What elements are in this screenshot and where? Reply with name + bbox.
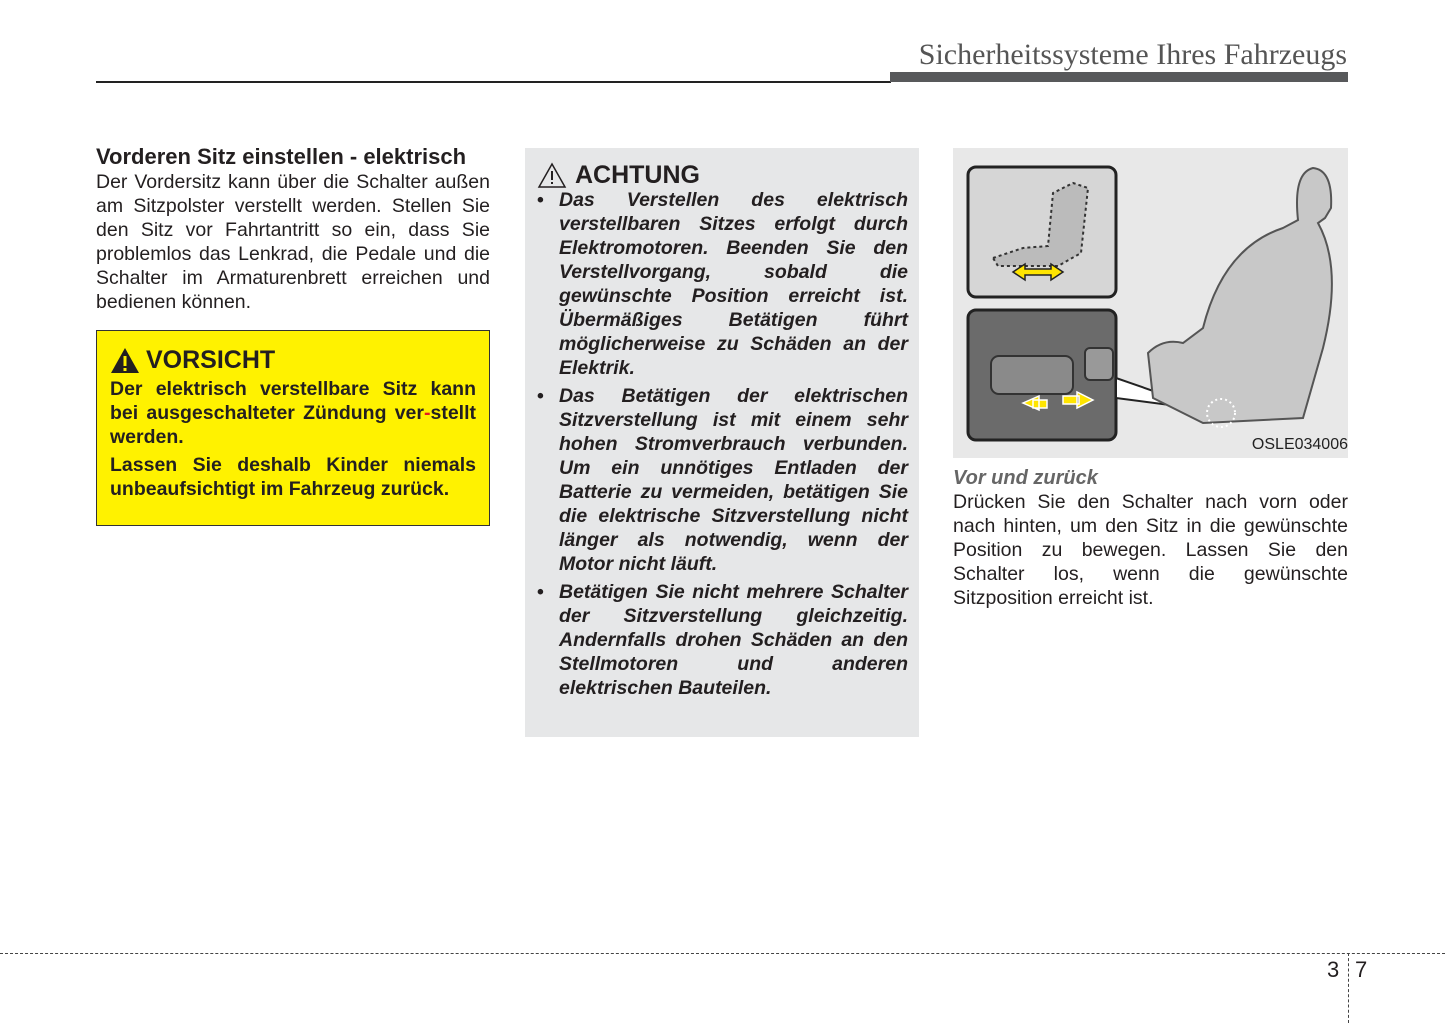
seat-illustration [953,148,1348,458]
running-header: Sicherheitssysteme Ihres Fahrzeugs [918,38,1347,71]
warning-item: • Betätigen Sie nicht mehrere Schalter der Sitzverstellung gleichzeitig. Andernfalls drohen Schäden an den Stellmotoren und anderen elektrischen Bauteilen. [537,580,908,700]
caution-box [96,330,490,526]
footer-divider [1348,953,1349,1023]
instruction-paragraph: Drücken Sie den Schalter nach vorn oder nach hinten, um den Sitz in die gewünschte Position zu bewegen. Lassen Sie den Schalter los, wenn die gewünschte Sitzposition erreicht ist. [953,491,1348,609]
warning-title: ACHTUNG [575,161,700,189]
caution-text-part: stellt werden. [110,402,476,448]
warning-triangle-outline-icon [537,162,567,189]
warning-box [525,148,919,737]
caution-title: VORSICHT [146,346,276,374]
warning-list [537,188,908,700]
header-bar [890,72,1348,82]
intro-paragraph: Der Vordersitz kann über die Schalter außen am Sitzpolster verstellt werden. Stellen Sie den Sitz vor Fahrtantritt so ein, dass Sie problemlos das Lenkrad, die Pedale und die Schalter im Armaturenbrett erreichen und bedienen können. [96,171,490,313]
caution-hyphen: - [423,402,431,424]
warning-triangle-icon [110,347,140,374]
page-number: 7 [1355,957,1368,982]
left-column [96,144,490,526]
figure-caption: Vor und zurück [953,467,1098,489]
chapter-number: 3 [1327,957,1340,982]
footer-rule [0,953,1445,954]
warning-item: • Das Betätigen der elektrischen Sitzverstellung ist mit einem sehr hohen Stromverbrauch verbunden. Um ein unnötiges Entladen der Batterie zu vermeiden, betätigen Sie die elektrische Sitzverstellung nicht länger als notwendig, wenn der Motor nicht läuft. [537,384,908,576]
caution-text-part: Der elektrisch verstellbare Sitz kann bei ausgeschalteter Zündung ver [110,378,476,424]
warning-item: • Das Verstellen des elektrisch verstellbaren Sitzes erfolgt durch Elektromotoren. Beenden Sie den Verstellvorgang, sobald die gewünschte Position erreicht ist. Übermäßiges Betätigen führt möglicherweise zu Schäden an der Elektrik. [537,188,908,380]
seat-adjust-drawing [953,148,1348,458]
caution-text [110,377,476,449]
right-column [953,148,1348,610]
figure-code: OSLE034006 [1251,436,1348,453]
section-heading: Vorderen Sitz einstellen - elektrisch [96,144,467,169]
header-rule [96,81,891,83]
caution-text: Lassen Sie deshalb Kinder niemals unbeaufsichtigt im Fahrzeug zurück. [110,454,476,500]
